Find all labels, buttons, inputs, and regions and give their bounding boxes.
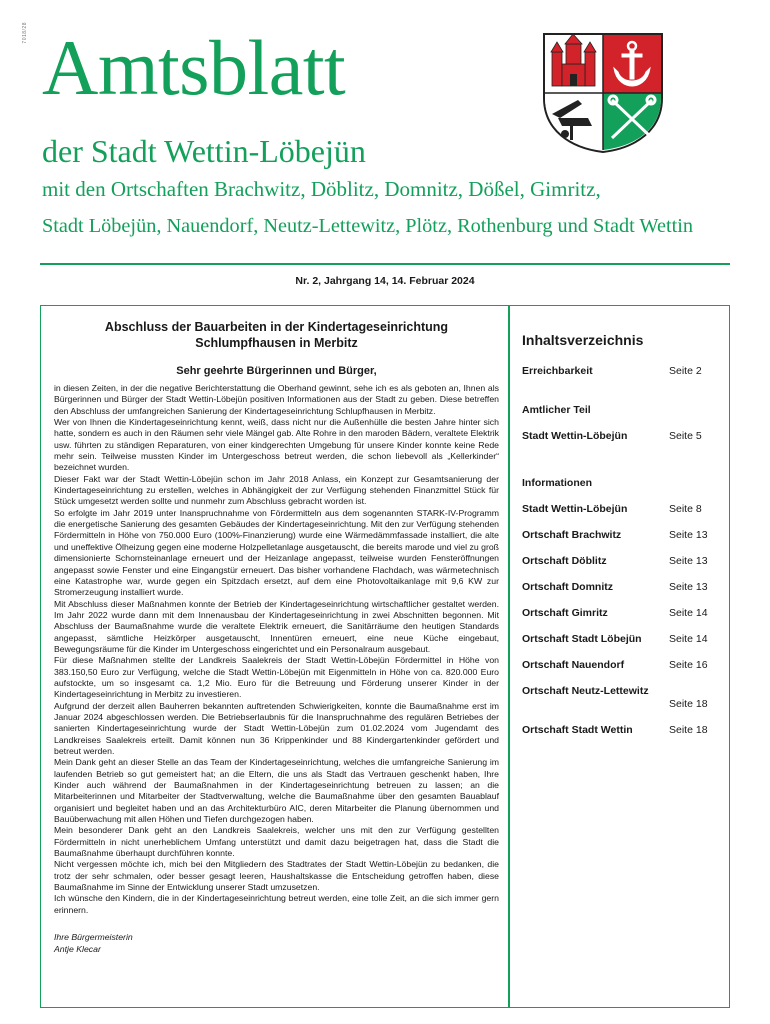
- signature-name: Antje Klecar: [54, 943, 101, 954]
- article-title-line-1: Abschluss der Bauarbeiten in der Kindertageseinrichtung: [104, 320, 449, 334]
- toc-entry-doeblitz[interactable]: [522, 555, 722, 568]
- article-paragraph: Aufgrund der derzeit allen Bauherren bekannten auftretenden Schwierigkeiten, konnte die Baumaßnahme erst im Januar 2024 abgeschlossen werden. Die Betriebserlaubnis für die Inanspruchnahme des regulären Betriebes der sanierten Kindertageseinrichtung wurde der Stadt Wettin-Löbejün zum 01.02.2024 vom Jugendamt des Landkreises Saalekreis erteilt. Damit können nun 36 Krippenkinder und 88 Kindergartenkinder gefördert und betreut werden.: [54, 700, 499, 756]
- header-rule: [40, 263, 730, 265]
- toc-entry-domnitz[interactable]: [522, 581, 722, 594]
- article-paragraph: Wer von Ihnen die Kindertageseinrichtung kennt, weiß, dass nicht nur die Außenhülle die besten Jahre hinter sich hatte, sondern es auch in den Räumen sehr viele Mängel gab. Alte Rohre in den maroden Bädern, veraltete Elektrik usw. führten zu ständigen Reparaturen, von einer kindgerechten Umgebung für unsere Kinder konnte keine Rede mehr sein. Teilweise mussten Kinder im Untergeschoss betreut werden, die schon liebevoll als „Kellerkinder“ bezeichnet wurden.: [54, 417, 499, 473]
- toc-entry-gimritz[interactable]: [522, 607, 722, 620]
- article-paragraph: Für diese Maßnahmen stellte der Landkreis Saalekreis der Stadt Wettin-Löbejün Fördermittel in Höhe von 383.150,50 Euro zur Verfügung, welche die Stadt Wettin-Löbejün mit Eigenmitteln in Höhe von ca. 820.000 Euro aufstockte, um so insgesamt ca. 1,2 Mio. Euro für die Betreuung und Förderung unserer Kinder in der Kindertageseinrichtung in Merbitz zu investieren.: [54, 655, 499, 700]
- column-divider: [508, 306, 510, 1007]
- article-paragraph: Dieser Fakt war der Stadt Wettin-Löbejün schon im Jahr 2018 Anlass, ein Konzept zur Gesamtsanierung der Kindertageseinrichtung zu erstellen, welches in Abhängigkeit der zur Verfügung stehenden Finanzmittel Stück für Stück umgesetzt werden sollte und nunmehr zum Abschluss gebracht worden ist.: [54, 473, 499, 507]
- coat-of-arms-icon: [540, 30, 666, 154]
- toc-entry-label: Ortschaft Nauendorf: [522, 659, 625, 671]
- article-paragraph: Mit Abschluss dieser Maßnahmen konnte der Betrieb der Kindertageseinrichtung wirtschaftlicher gestaltet werden. Im Jahr 2022 wurde dann mit dem Innenausbau der Kindertageseinrichtung in zwei Abschnitten begonnen. Mit Abschluss der Baumaßnahme wurde die veraltete Elektrik erneuert, die Sanitärräume den heutigen Standards angepasst, sämtliche Heizkörper ausgetauscht, Innentüren erneuert, eine neue Küche eingebaut, Bewegungsräume für die Kinder im Untergeschoss eingerichtet und ein Personalraum ausgebaut.: [54, 598, 499, 654]
- article-body: [54, 383, 499, 916]
- toc-entry-page: Seite 13: [669, 581, 708, 593]
- article-paragraph: Ich wünsche den Kindern, die in der Kindertageseinrichtung betreut werden, eine tolle Zeit, an die sich immer gern erinnern.: [54, 893, 499, 915]
- toc-entry-page: Seite 14: [669, 633, 708, 645]
- toc-entry-erreichbarkeit[interactable]: [522, 365, 722, 378]
- toc-entry-label: Ortschaft Stadt Löbejün: [522, 633, 642, 645]
- article-paragraph: Mein besonderer Dank geht an den Landkreis Saalekreis, welcher uns mit den zur Verfügung gestellten Fördermitteln in nicht unerheblichem Umfang unterstützt und damit dazu beigetragen hat, dass die Stadt die Baumaßnahme überhaupt durchführen konnte.: [54, 825, 499, 859]
- signature-block: [54, 932, 499, 955]
- article-salutation: Sehr geehrte Bürgerinnen und Bürger,: [176, 365, 377, 377]
- toc-entry-label: Erreichbarkeit: [522, 365, 593, 377]
- toc-entry-nauendorf[interactable]: [522, 659, 722, 672]
- toc-entry-page: Seite 13: [669, 529, 708, 541]
- article-paragraph: in diesen Zeiten, in der die negative Berichterstattung die Oberhand gewinnt, sehe ich es als geboten an, Ihnen als Bürgerinnen und Bürger der Stadt Wettin-Löbejün positiven Informationen aus der Stadt zu geben. Diese betreffen den Abschluss der umfangreichen Sanierung der Kindertageseinrichtung Schlupfhausen in Merbitz.: [54, 383, 499, 416]
- signature-role: Ihre Bürgermeisterin: [54, 932, 133, 943]
- toc-entry-label: Ortschaft Domnitz: [522, 581, 614, 593]
- lead-article: [54, 319, 499, 955]
- toc-entry-amtlich-stadt[interactable]: [522, 430, 722, 443]
- toc-entry-label: Ortschaft Gimritz: [522, 607, 608, 619]
- toc-title: Inhaltsverzeichnis: [522, 332, 644, 348]
- toc-entry-wettin[interactable]: [522, 724, 722, 737]
- toc-section-amtlicher-teil: Amtlicher Teil: [522, 404, 591, 416]
- article-title-line-2: Schlumpfhausen in Merbitz: [195, 336, 358, 350]
- toc-entry-page: Seite 2: [669, 365, 702, 377]
- toc-entry-page: Seite 14: [669, 607, 708, 619]
- article-paragraph: Mein Dank geht an dieser Stelle an das Team der Kindertageseinrichtung, welches die umfangreiche Sanierung im laufenden Betrieb so gut gemeistert hat; an die Eltern, die uns als Stadt das Vertrauen geschenkt haben, Ihre Kinder auch während der Baumaßnahmen in der Kindertageseinrichtung betreuen zu lassen; an die Mitarbeiterinnen und Mitarbeiter der Stadtverwaltung, welche die Baumaßnahme über den gesamten Bauablauf organisiert und begleitet haben und an das Architekturbüro AIC, deren Mitarbeiter die Planung übernommen und Bauüberwachung mit allen Höhen und Tiefen durchgezogen haben.: [54, 757, 499, 825]
- table-of-contents: [522, 332, 722, 750]
- toc-entry-neutz-lettewitz[interactable]: [522, 685, 722, 711]
- toc-entry-page: Seite 18: [669, 724, 708, 736]
- toc-entry-page: Seite 16: [669, 659, 708, 671]
- toc-entry-label: Ortschaft Döblitz: [522, 555, 607, 567]
- article-title: [54, 319, 499, 351]
- toc-entry-page: Seite 8: [669, 503, 702, 515]
- toc-entry-page: Seite 13: [669, 555, 708, 567]
- ortschaften-line-2: Stadt Löbejün, Nauendorf, Neutz-Lettewitz, Plötz, Rothenburg und Stadt Wettin: [42, 215, 693, 237]
- content-frame: [40, 305, 730, 1008]
- masthead-subtitle: der Stadt Wettin-Löbejün: [42, 133, 366, 169]
- toc-entry-brachwitz[interactable]: [522, 529, 722, 542]
- toc-entry-label: Ortschaft Brachwitz: [522, 529, 622, 541]
- issue-info: Nr. 2, Jahrgang 14, 14. Februar 2024: [295, 275, 475, 287]
- toc-entry-label: Stadt Wettin-Löbejün: [522, 503, 628, 515]
- masthead-title: Amtsblatt: [42, 24, 346, 111]
- toc-entry-loebejuen[interactable]: [522, 633, 722, 646]
- toc-section-informationen: Informationen: [522, 477, 592, 489]
- toc-entry-label: Ortschaft Neutz-Lettewitz: [522, 685, 649, 697]
- ortschaften-line-1: mit den Ortschaften Brachwitz, Döblitz, Domnitz, Dößel, Gimritz,: [42, 177, 601, 201]
- toc-entry-page: Seite 18: [669, 698, 708, 710]
- article-paragraph: So erfolgte im Jahr 2019 unter Inanspruchnahme von Fördermitteln aus dem sogenannten STARK-IV-Programm die energetische Sanierung des gesamten Gebäudes der Kindertageseinrichtung. Mit den zur Verfügung stehenden Fördermitteln in Höhe von 750.000 Euro (100%-Finanzierung) wurde eine Wärmedämmfassade installiert, die alte und uneffektive Ölheizung gegen eine moderne Holzpelletanlage ausgetauscht, die bereits marode und viel zu groß dimensionierte Schornsteinanlage erneuert und der Heizanlage angepasst, teilweise wurden Fensteröffnungen angepasst sowie Fenster und eine Eingangstür erneuert. Das bisher vorhandene Flachdach, was wärmetechnisch eine Katastrophe war, wurde gegen ein Spitzdach ersetzt, auf dem eine Photovoltaikanlage mit 9,6 KW zur Stromerzeugung installiert wurde.: [54, 507, 499, 598]
- toc-entry-label: Ortschaft Stadt Wettin: [522, 724, 633, 736]
- toc-entry-label: Stadt Wettin-Löbejün: [522, 430, 628, 442]
- toc-entry-info-stadt[interactable]: [522, 503, 722, 516]
- margin-print-code: 7018/28: [22, 22, 28, 44]
- article-paragraph: Nicht vergessen möchte ich, mich bei den Mitgliedern des Stadtrates der Stadt Wettin-Löbejün zu bedanken, die trotz der sehr schmalen, oder besser gesagt leeren, Haushaltskasse die Entscheidung getroffen haben, diese Baumaßnahme im Sinne der Entwicklung unserer Stadt umzusetzen.: [54, 859, 499, 893]
- toc-entry-page: Seite 5: [669, 430, 702, 442]
